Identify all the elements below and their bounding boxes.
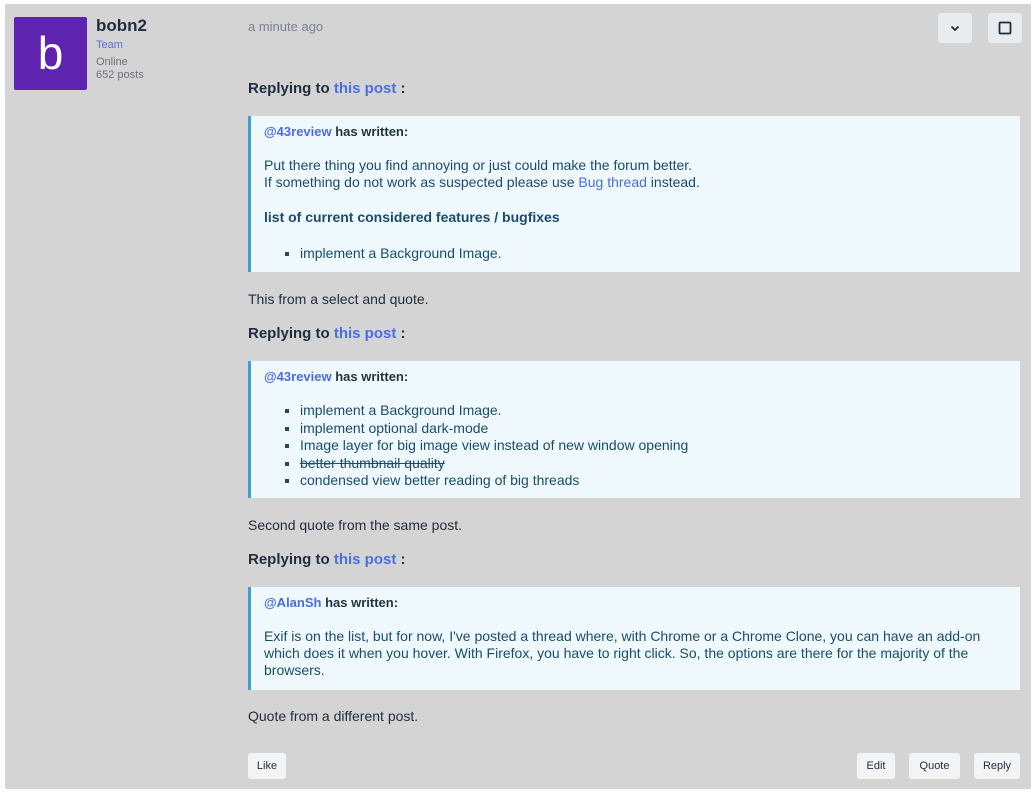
quote-block-1 <box>248 116 1020 272</box>
quote-text: Put there thing you find annoying or just could make the forum better. <box>264 157 693 173</box>
replying-label: Replying to <box>248 325 330 342</box>
this-post-link[interactable]: this post <box>333 551 397 568</box>
post-menu-button[interactable] <box>938 13 972 43</box>
quote-header <box>264 369 1006 384</box>
quote-text: If something do not work as suspected please use Bug thread instead. <box>264 174 700 190</box>
username[interactable]: bobn2 <box>96 16 147 35</box>
quote-author-link[interactable]: @43review <box>264 124 332 139</box>
forum-post <box>5 4 1031 789</box>
list-item: ▪ implement optional dark-mode <box>300 420 1006 438</box>
replying-label: Replying to <box>248 80 330 97</box>
quote-list <box>264 402 1006 490</box>
has-written-label: has written: <box>335 369 409 384</box>
post-time[interactable]: a minute ago <box>248 19 324 34</box>
colon: : <box>400 80 406 97</box>
select-post-button[interactable] <box>988 13 1022 43</box>
user-status: Online <box>96 56 128 68</box>
quote-author-link[interactable]: @AlanSh <box>264 595 322 610</box>
quote-block-2 <box>248 361 1020 498</box>
user-role: Team <box>96 39 123 51</box>
quote-author-link[interactable]: @43review <box>264 369 332 384</box>
post-paragraph-3: Quote from a different post. <box>248 708 419 724</box>
replying-to-2 <box>248 325 406 342</box>
replying-label: Replying to <box>248 551 330 568</box>
quote-text: Exif is on the list, but for now, I've posted a thread where, with Chrome or a Chrome Clone, you can have an add-on which does it when you hover. With Firefox, you have to right click. So, the options are there for the majority of the browsers. <box>264 628 981 678</box>
chevron-down-icon <box>949 22 961 34</box>
bug-thread-link[interactable]: Bug thread <box>578 174 647 190</box>
quote-heading: list of current considered features / bugfixes <box>264 209 560 225</box>
post-paragraph-2: Second quote from the same post. <box>248 517 463 533</box>
avatar[interactable]: b <box>14 17 87 90</box>
this-post-link[interactable]: this post <box>333 325 397 342</box>
has-written-label: has written: <box>325 595 399 610</box>
reply-button[interactable]: Reply <box>974 753 1020 779</box>
list-item: ▪ Image layer for big image view instead of new window opening <box>300 437 1006 455</box>
quote-button[interactable]: Quote <box>909 753 960 779</box>
replying-to-1 <box>248 80 406 97</box>
post-count: 652 posts <box>96 69 144 81</box>
edit-button[interactable]: Edit <box>857 753 895 779</box>
post-paragraph-1: This from a select and quote. <box>248 291 429 307</box>
like-button[interactable]: Like <box>248 753 286 779</box>
list-item: ▪ implement a Background Image. <box>300 245 1006 263</box>
replying-to-3 <box>248 551 406 568</box>
quote-block-3 <box>248 587 1020 690</box>
list-item-strikethrough: ▪ better thumbnail quality <box>300 455 1006 473</box>
this-post-link[interactable]: this post <box>333 80 397 97</box>
square-icon <box>998 21 1012 35</box>
colon: : <box>400 551 406 568</box>
quote-header <box>264 595 1006 610</box>
quote-header <box>264 124 1006 139</box>
quote-list <box>264 245 1006 263</box>
list-item: ▪ implement a Background Image. <box>300 402 1006 420</box>
colon: : <box>400 325 406 342</box>
has-written-label: has written: <box>335 124 409 139</box>
list-item: ▪ condensed view better reading of big threads <box>300 472 1006 490</box>
